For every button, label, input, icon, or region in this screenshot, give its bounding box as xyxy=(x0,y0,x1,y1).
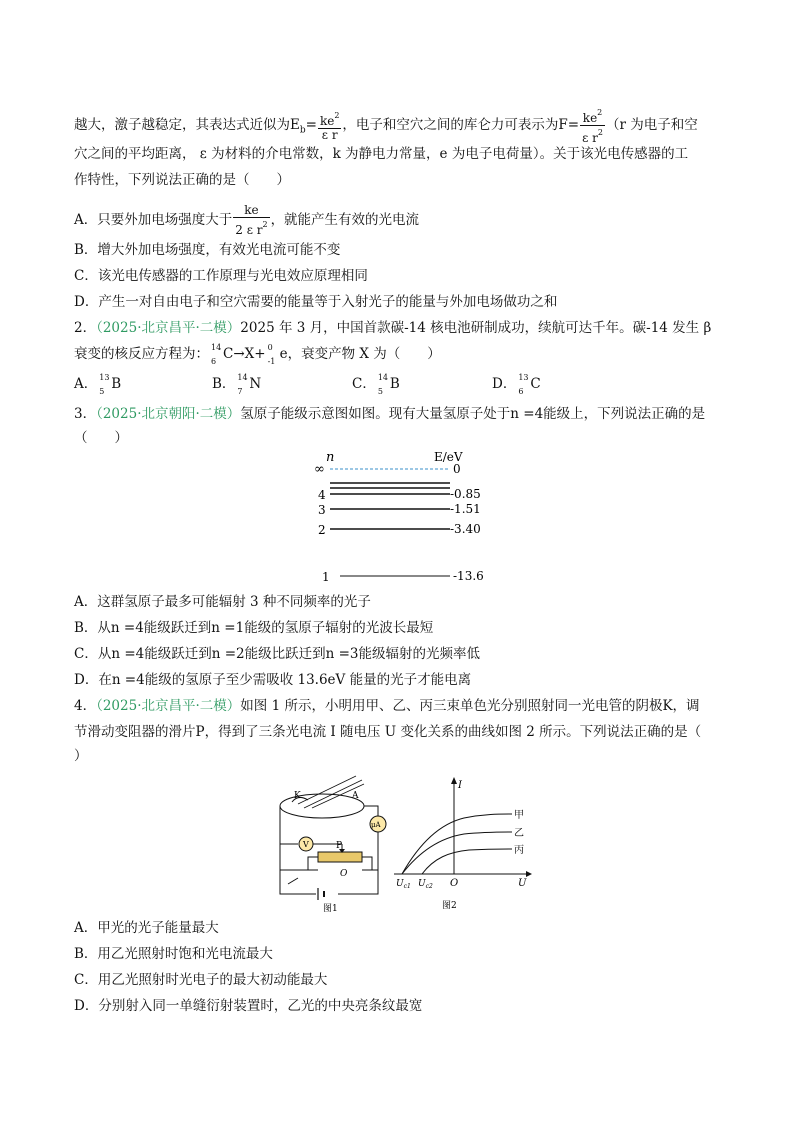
voltmeter-label: V xyxy=(303,840,309,849)
level-inf-label: ∞ xyxy=(314,462,325,477)
q3-line-2: （ ） xyxy=(74,430,128,446)
question-source: （2025·北京昌平·二模） xyxy=(96,698,241,714)
q1-option-c: C．该光电传感器的工作原理与光电效应原理相同 xyxy=(74,268,368,284)
cathode-label: K xyxy=(294,791,301,801)
q3-option-a: A．这群氢原子最多可能辐射 3 种不同频率的光子 xyxy=(74,594,371,610)
q3-option-d: D．在n =4能级的氢原子至少需吸收 13.6eV 能量的光子才能电离 xyxy=(74,672,472,688)
q4-line-3: ） xyxy=(74,748,88,764)
anode-label: A xyxy=(352,791,359,801)
question-number: 2． xyxy=(74,320,97,336)
q4-option-a: A．甲光的光子能量最大 xyxy=(74,920,219,936)
curve-yi xyxy=(402,832,512,874)
n-axis-label: n xyxy=(326,450,335,465)
intro-line-3: 作特性，下列说法正确的是（ ） xyxy=(74,172,290,188)
carbon-nuclide: 14 6 C xyxy=(211,343,234,366)
level-3-label: 3 xyxy=(318,503,326,517)
energy-axis-label: E/eV xyxy=(434,450,463,464)
label-bing: 丙 xyxy=(514,845,524,856)
microammeter-label: μA xyxy=(371,821,381,829)
level-4-label: 4 xyxy=(318,488,326,502)
rheostat xyxy=(318,852,362,862)
q4-line-2: 节滑动变阻器的滑片P，得到了三条光电流 I 随电压 U 变化关系的曲线如图 2 所示。下列说法正确的是（ xyxy=(74,724,702,740)
q2-options xyxy=(74,374,634,394)
circuit-diagram xyxy=(268,774,394,912)
level-1-energy: -13.6 xyxy=(453,569,484,583)
figure-1-caption: 图1 xyxy=(323,904,338,912)
q1-option-d: D．产生一对自由电子和空穴需要的能量等于入射光子的能量与外加电场做功之和 xyxy=(74,294,558,310)
label-yi: 乙 xyxy=(514,828,524,839)
q4-option-d: D．分别射入同一单缝衍射装置时，乙光的中央亮条纹最宽 xyxy=(74,998,423,1014)
level-1-label: 1 xyxy=(322,570,330,584)
q1-option-b: B．增大外加电场强度，有效光电流可能不变 xyxy=(74,242,341,258)
iu-curve-graph xyxy=(394,774,534,912)
intro-line-1: 越大，激子越稳定，其表达式近似为$E_b=$ $\frac{ke^2}{\text{ε r}}$ ，电子和空穴之间的库仑力可表示为F= $\frac{ke^2}{\varepsilon r^2}$ （r 为电子和空 xyxy=(74,108,698,145)
level-3-energy: -1.51 xyxy=(450,502,481,516)
q2-option-b: B． 14 7 N xyxy=(212,373,262,396)
level-inf-energy: 0 xyxy=(453,462,461,476)
q3-option-b: B．从n =4能级跃迁到n =1能级的氢原子辐射的光波长最短 xyxy=(74,620,434,636)
q2-line-1: 2．（2025·北京昌平·二模）2025 年 3 月，中国首款碳-14 核电池研制成功，续航可达千年。碳-14 发生 β xyxy=(74,320,712,336)
slider-label: P xyxy=(336,841,343,851)
i-axis-label: I xyxy=(458,780,462,791)
force-fraction: $\frac{ke^2}{\varepsilon r^2}$ xyxy=(582,108,603,145)
intro-text: 越大，激子越稳定，其表达式近似为 xyxy=(74,117,290,133)
eb-fraction: $\frac{ke^2}{\text{ε r}}$ xyxy=(319,111,340,142)
uc1-label: $U_{c1}$ xyxy=(396,879,411,890)
switch xyxy=(288,878,298,884)
q3-option-c: C．从n =4能级跃迁到n =2能级比跃迁到n =3能级辐射的光频率低 xyxy=(74,646,480,662)
q2-line-2: 衰变的核反应方程为： 14 6 C→X+ 0 -1 e，衰变产物 X 为（ ） xyxy=(74,343,441,366)
intro-line-2: 穴之间的平均距离， ε 为材料的介电常数，k 为静电力常量，e 为电子电荷量）。关于该光电传感器的工 xyxy=(74,146,689,162)
q2-option-d: D． 13 6 C xyxy=(492,373,541,396)
label-jia: 甲 xyxy=(514,810,524,821)
q1-option-a: A．只要外加电场强度大于 $\frac{ke}{2 \varepsilon r^2}$ ，就能产生有效的光电流 xyxy=(74,203,420,237)
question-source: （2025·北京朝阳·二模） xyxy=(96,406,241,422)
q2-option-a: A． 13 5 B xyxy=(74,373,122,396)
energy-level-diagram xyxy=(310,448,510,588)
level-4-energy: -0.85 xyxy=(450,487,481,501)
option-a-fraction: $\frac{ke}{2 \varepsilon r^2}$ xyxy=(235,203,268,237)
question-source: （2025·北京昌平·二模） xyxy=(96,320,241,336)
electron-symbol: 0 -1 e xyxy=(267,343,288,366)
q2-option-c: C． 14 5 B xyxy=(352,373,400,396)
q3-line-1: 3．（2025·北京朝阳·二模）氢原子能级示意图如图。现有大量氢原子处于n =4能级上，下列说法正确的是 xyxy=(74,406,706,422)
origin-label: O xyxy=(450,878,459,889)
curve-jia xyxy=(402,814,512,874)
level-2-label: 2 xyxy=(318,523,326,537)
curve-bing xyxy=(422,849,512,874)
q4-option-c: C．用乙光照射时光电子的最大初动能最大 xyxy=(74,972,328,988)
q4-option-b: B．用乙光照射时饱和光电流最大 xyxy=(74,946,273,962)
level-2-energy: -3.40 xyxy=(450,522,481,536)
q4-line-1: 4．（2025·北京昌平·二模）如图 1 所示，小明用甲、乙、丙三束单色光分别照射同一光电管的阴极K，调 xyxy=(74,698,700,714)
u-axis-label: U xyxy=(518,878,527,889)
uc2-label: $U_{c2}$ xyxy=(418,879,433,890)
midpoint-label: O xyxy=(340,869,348,879)
figure-2-caption: 图2 xyxy=(442,901,457,911)
